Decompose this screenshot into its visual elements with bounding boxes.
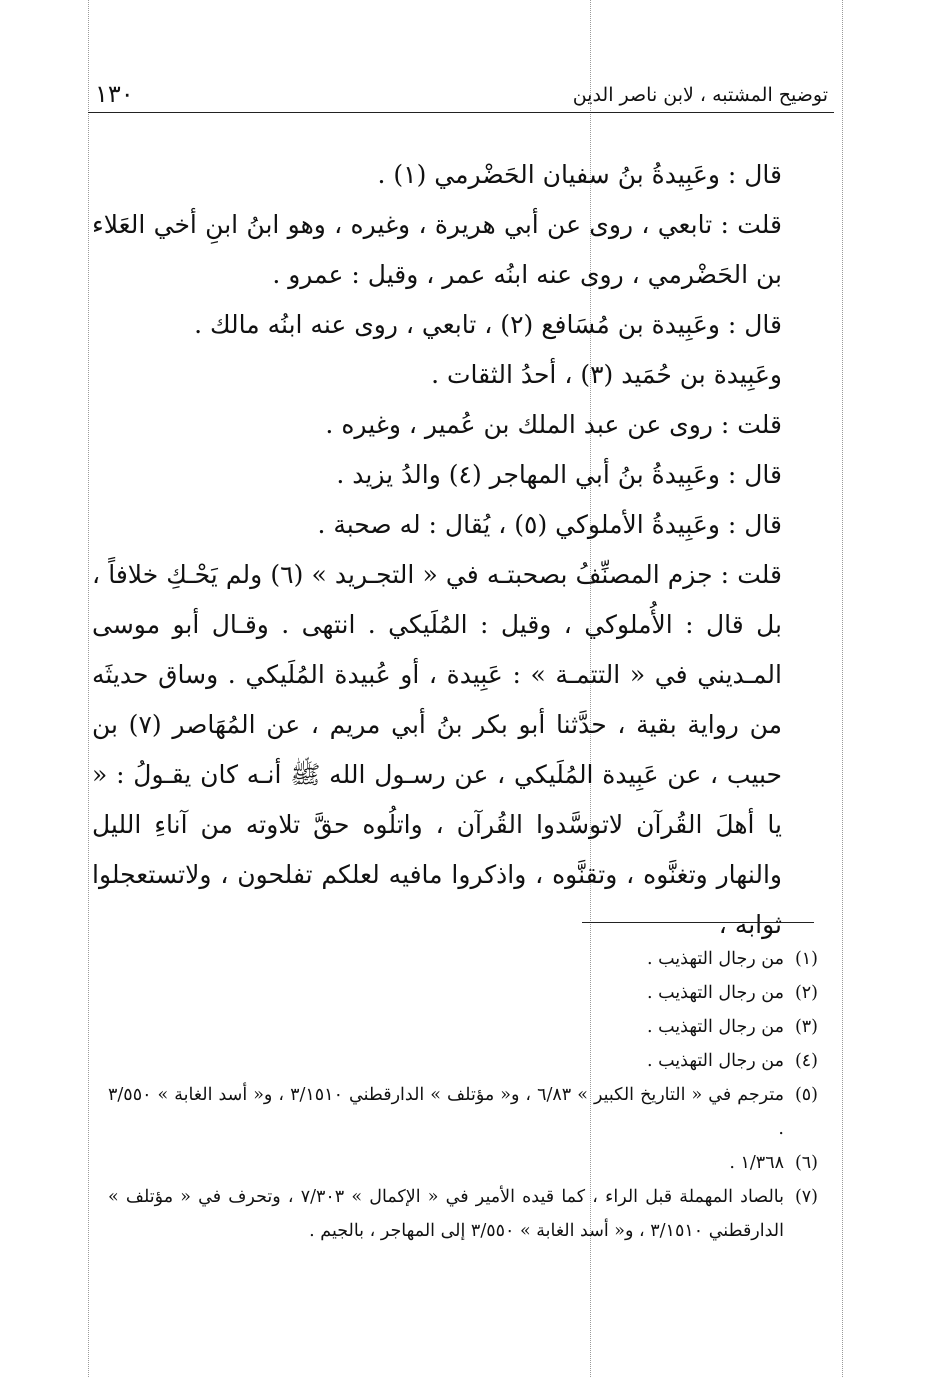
footnote-number: (١)	[794, 949, 818, 969]
footnote-number: (٢)	[794, 983, 818, 1003]
footnote-text: من رجال التهذيب .	[646, 983, 784, 1003]
footnote-number: (٣)	[794, 1017, 818, 1037]
footnote	[108, 1180, 818, 1248]
footnote-rule	[582, 922, 814, 923]
footnotes	[108, 942, 818, 1248]
paragraph: قلت : جزم المصنِّفُ بصحبتـه في « التجـريد » (٦) ولم يَحْـكِ خلافاً ، بل قال : الأُملوكي ، وقيل : المُلَيكي . انتهى . وقـال أبو موسى المـديني في « التتمـة » : عَبِيدة ، أو عُبيدة المُلَيكي . وساق حديثَه من رواية بقية ، حدَّثنا أبو بكر بنُ أبي مريم ، عن المُهَاصر (٧) بن حبيب ، عن عَبِيدة المُلَيكي ، عن رسـول الله ﷺ أنـه كان يقـولُ : « يا أهلَ القُرآن لاتوسَّدوا القُرآن ، واتلُوه حقَّ تلاوته من آناءِ الليل والنهار وتغنَّوه ، وتقنَّوه ، واذكروا مافيه لعلكم تفلحون ، ولاتستعجلوا ثوابه ،	[92, 560, 782, 939]
paragraph: قلت : تابعي ، روى عن أبي هريرة ، وغيره ، وهو ابنُ ابنِ أخي العَلاء بن الحَضْرمي ، روى عنه ابنُه عمر ، وقيل : عمرو .	[92, 210, 782, 289]
footnote	[108, 1044, 818, 1078]
footnote	[108, 1146, 818, 1180]
footnote-text: من رجال التهذيب .	[646, 1051, 784, 1071]
scan-guide-line	[842, 0, 843, 1377]
page-number: ١٣٠	[95, 80, 134, 108]
paragraph: وعَبِيدة بن حُمَيد (٣) ، أحدُ الثقات .	[431, 360, 782, 389]
footnote-number: (٤)	[794, 1051, 818, 1071]
paragraph: قال : وعَبِيدةُ بنُ أبي المهاجر (٤) والدُ يزيد .	[336, 460, 782, 489]
footnote-number: (٦)	[794, 1153, 818, 1173]
footnote-text: مترجم في « التاريخ الكبير » ٦/٨٣ ، و« مؤتلف » الدارقطني ٣/١٥١٠ ، و« أسد الغابة » ٣/٥٥٠ .	[108, 1085, 784, 1139]
footnote-text: بالصاد المهملة قبل الراء ، كما قيده الأمير في « الإكمال » ٧/٣٠٣ ، وتحرف في « مؤتلف » الدارقطني ٣/١٥١٠ ، و« أسد الغابة » ٣/٥٥٠ إلى المهاجر ، بالجيم .	[108, 1187, 784, 1241]
paragraph: قال : وعَبِيدةُ بنُ سفيان الحَضْرمي (١) .	[377, 160, 782, 189]
footnote-number: (٧)	[794, 1187, 818, 1207]
paragraph: قلت : روى عن عبد الملك بن عُمير ، وغيره .	[325, 410, 782, 439]
page-header	[95, 80, 828, 114]
footnote-text: ١/٣٦٨ .	[729, 1153, 784, 1173]
running-title: توضيح المشتبه ، لابن ناصر الدين	[572, 84, 828, 106]
main-text	[92, 150, 822, 950]
paragraph: قال : وعَبِيدة بن مُسَافع (٢) ، تابعي ، روى عنه ابنُه مالك .	[194, 310, 782, 339]
footnote	[108, 976, 818, 1010]
scan-guide-line	[88, 0, 89, 1377]
footnote	[108, 1010, 818, 1044]
paragraph: قال : وعَبِيدةُ الأملوكي (٥) ، يُقال : له صحبة .	[317, 510, 782, 539]
footnote	[108, 1078, 818, 1146]
footnote-text: من رجال التهذيب .	[646, 1017, 784, 1037]
footnote-number: (٥)	[794, 1085, 818, 1105]
footnote-text: من رجال التهذيب .	[646, 949, 784, 969]
header-rule	[88, 112, 834, 113]
footnote	[108, 942, 818, 976]
